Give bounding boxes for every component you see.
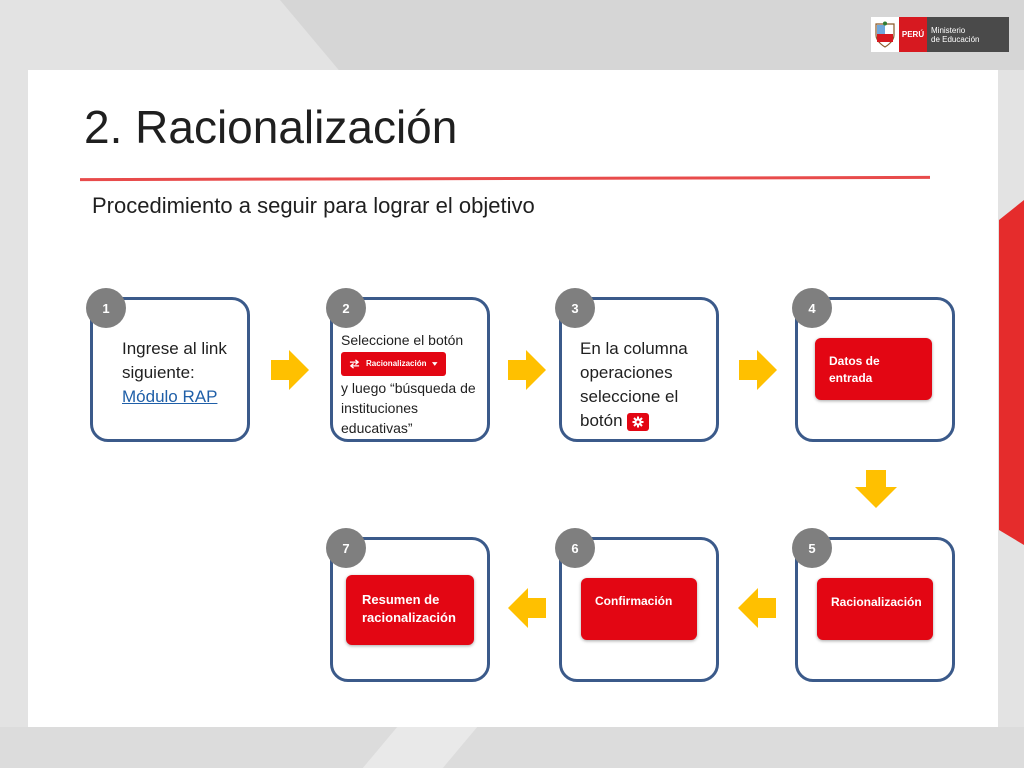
step-text-3: En la columna operaciones seleccione el botón	[580, 339, 688, 430]
ministry-logo	[871, 17, 1009, 52]
page-title: 2. Racionalización	[84, 101, 458, 153]
step-text-2: Seleccione el botón Racionalización y luego “búsqueda de instituciones educativas”	[341, 332, 476, 436]
step-number-7: 7	[326, 528, 366, 568]
modulo-rap-link[interactable]: Módulo RAP	[122, 387, 218, 406]
gear-button[interactable]	[627, 413, 649, 431]
arrow-right-icon	[508, 350, 546, 390]
coat-of-arms-icon	[871, 17, 899, 52]
arrow-down-icon	[855, 470, 897, 508]
step-number-3: 3	[555, 288, 595, 328]
arrow-left-icon	[508, 588, 546, 628]
logo-country: PERÚ	[899, 17, 927, 52]
logo-ministry: Ministerio de Educación	[927, 17, 1009, 52]
step-number-1: 1	[86, 288, 126, 328]
red-side-accent	[999, 200, 1024, 545]
racionalizacion-button[interactable]: Racionalización	[817, 578, 933, 640]
step-number-5: 5	[792, 528, 832, 568]
confirmacion-button[interactable]: Confirmación	[581, 578, 697, 640]
background-stripe-bottom	[0, 727, 1024, 768]
arrow-right-icon	[271, 350, 309, 390]
step-number-6: 6	[555, 528, 595, 568]
step-number-2: 2	[326, 288, 366, 328]
step-text-1: Ingrese al link siguiente: Módulo RAP	[122, 339, 227, 406]
gear-icon	[632, 416, 644, 428]
swap-arrows-icon	[349, 359, 360, 369]
arrow-left-icon	[738, 588, 776, 628]
step-number-4: 4	[792, 288, 832, 328]
page-subtitle: Procedimiento a seguir para lograr el objetivo	[92, 193, 535, 218]
arrow-right-icon	[739, 350, 777, 390]
resumen-de-racionalizacion-button[interactable]: Resumen de racionalización	[346, 575, 474, 645]
racionalizacion-menu-button[interactable]: Racionalización	[341, 352, 446, 376]
datos-de-entrada-button[interactable]: Datos de entrada	[815, 338, 932, 400]
caret-down-icon	[432, 362, 438, 366]
